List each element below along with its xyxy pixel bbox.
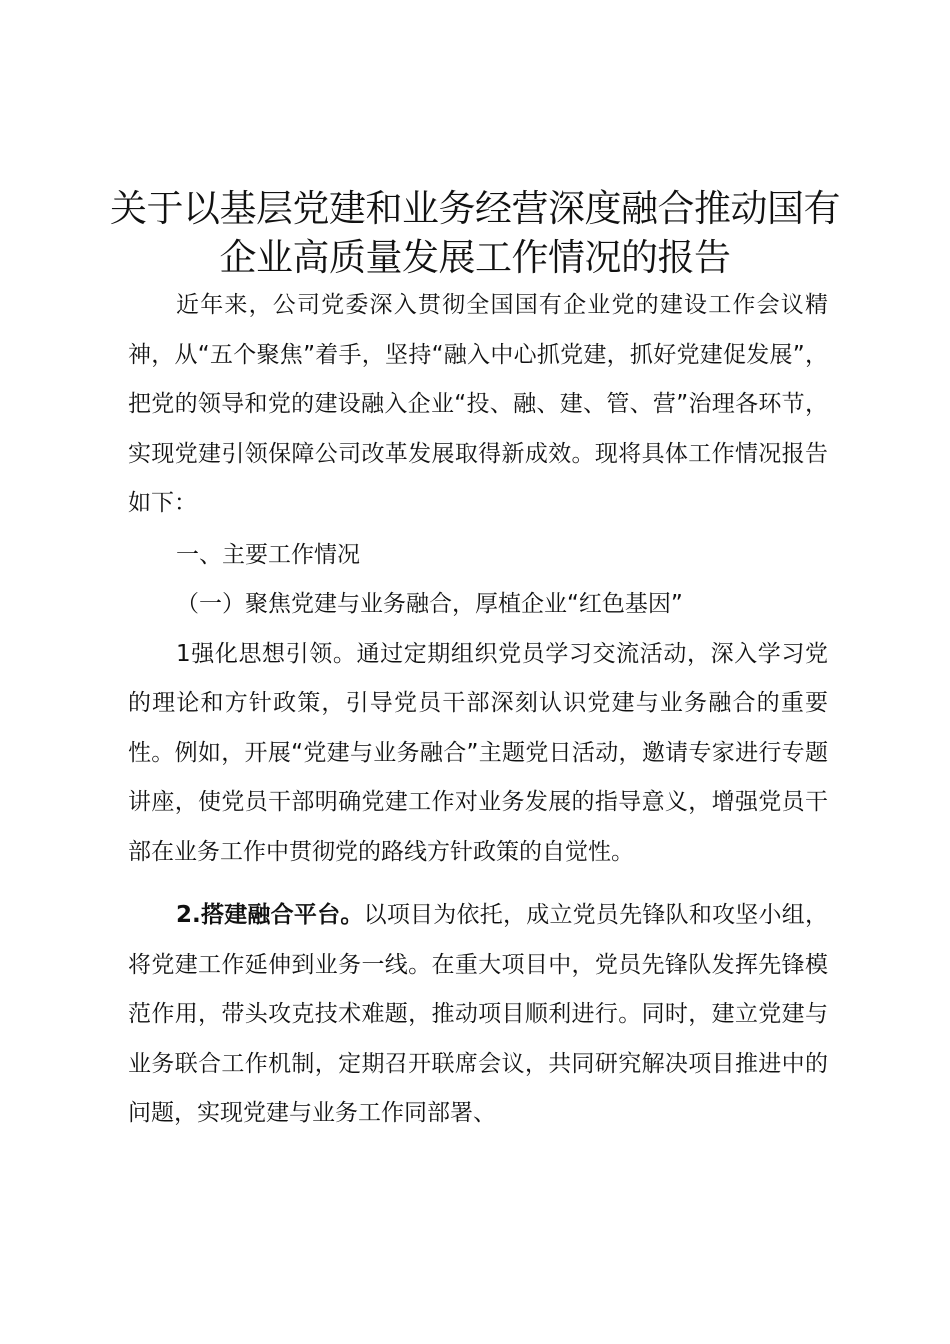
document-title-line-1: 关于以基层党建和业务经营深度融合推动国有 (110, 187, 840, 230)
intro-paragraph: 近年来，公司党委深入贯彻全国国有企业党的建设工作会议精神，从“五个聚焦”着手，坚持“融入中心抓党建，抓好党建促发展”，把党的领导和党的建设融入企业“投、融、建、管、营”治理各环节，实现党建引领保障公司改革发展取得新成效。现将具体工作情况报告如下： (128, 292, 828, 516)
item-1-paragraph: 1强化思想引领。通过定期组织党员学习交流活动，深入学习党的理论和方针政策，引导党员干部深刻认识党建与业务融合的重要性。例如，开展“党建与业务融合”主题党日活动，邀请专家进行专题讲座，使党员干部明确党建工作对业务发展的指导意义，增强党员干部在业务工作中贯彻党的路线方针政策的自觉性。 (128, 640, 828, 865)
document-title-line-2: 企业高质量发展工作情况的报告 (219, 236, 731, 279)
item-2-lead: 2.搭建融合平台。 (176, 902, 364, 928)
section-heading: 一、主要工作情况 (176, 541, 360, 568)
document-body (128, 281, 828, 1139)
subsection-heading: （一）聚焦党建与业务融合，厚植企业“红色基因” (176, 591, 683, 617)
item-2-body: 以项目为依托，成立党员先锋队和攻坚小组，将党建工作延伸到业务一线。在重大项目中，党员先锋队发挥先锋模范作用，带头攻克技术难题，推动项目顺利进行。同时，建立党建与业务联合工作机制，定期召开联席会议，共同研究解决项目推进中的问题，实现党建与业务工作同部署、 (128, 902, 828, 1126)
item-2-paragraph (128, 891, 828, 1139)
